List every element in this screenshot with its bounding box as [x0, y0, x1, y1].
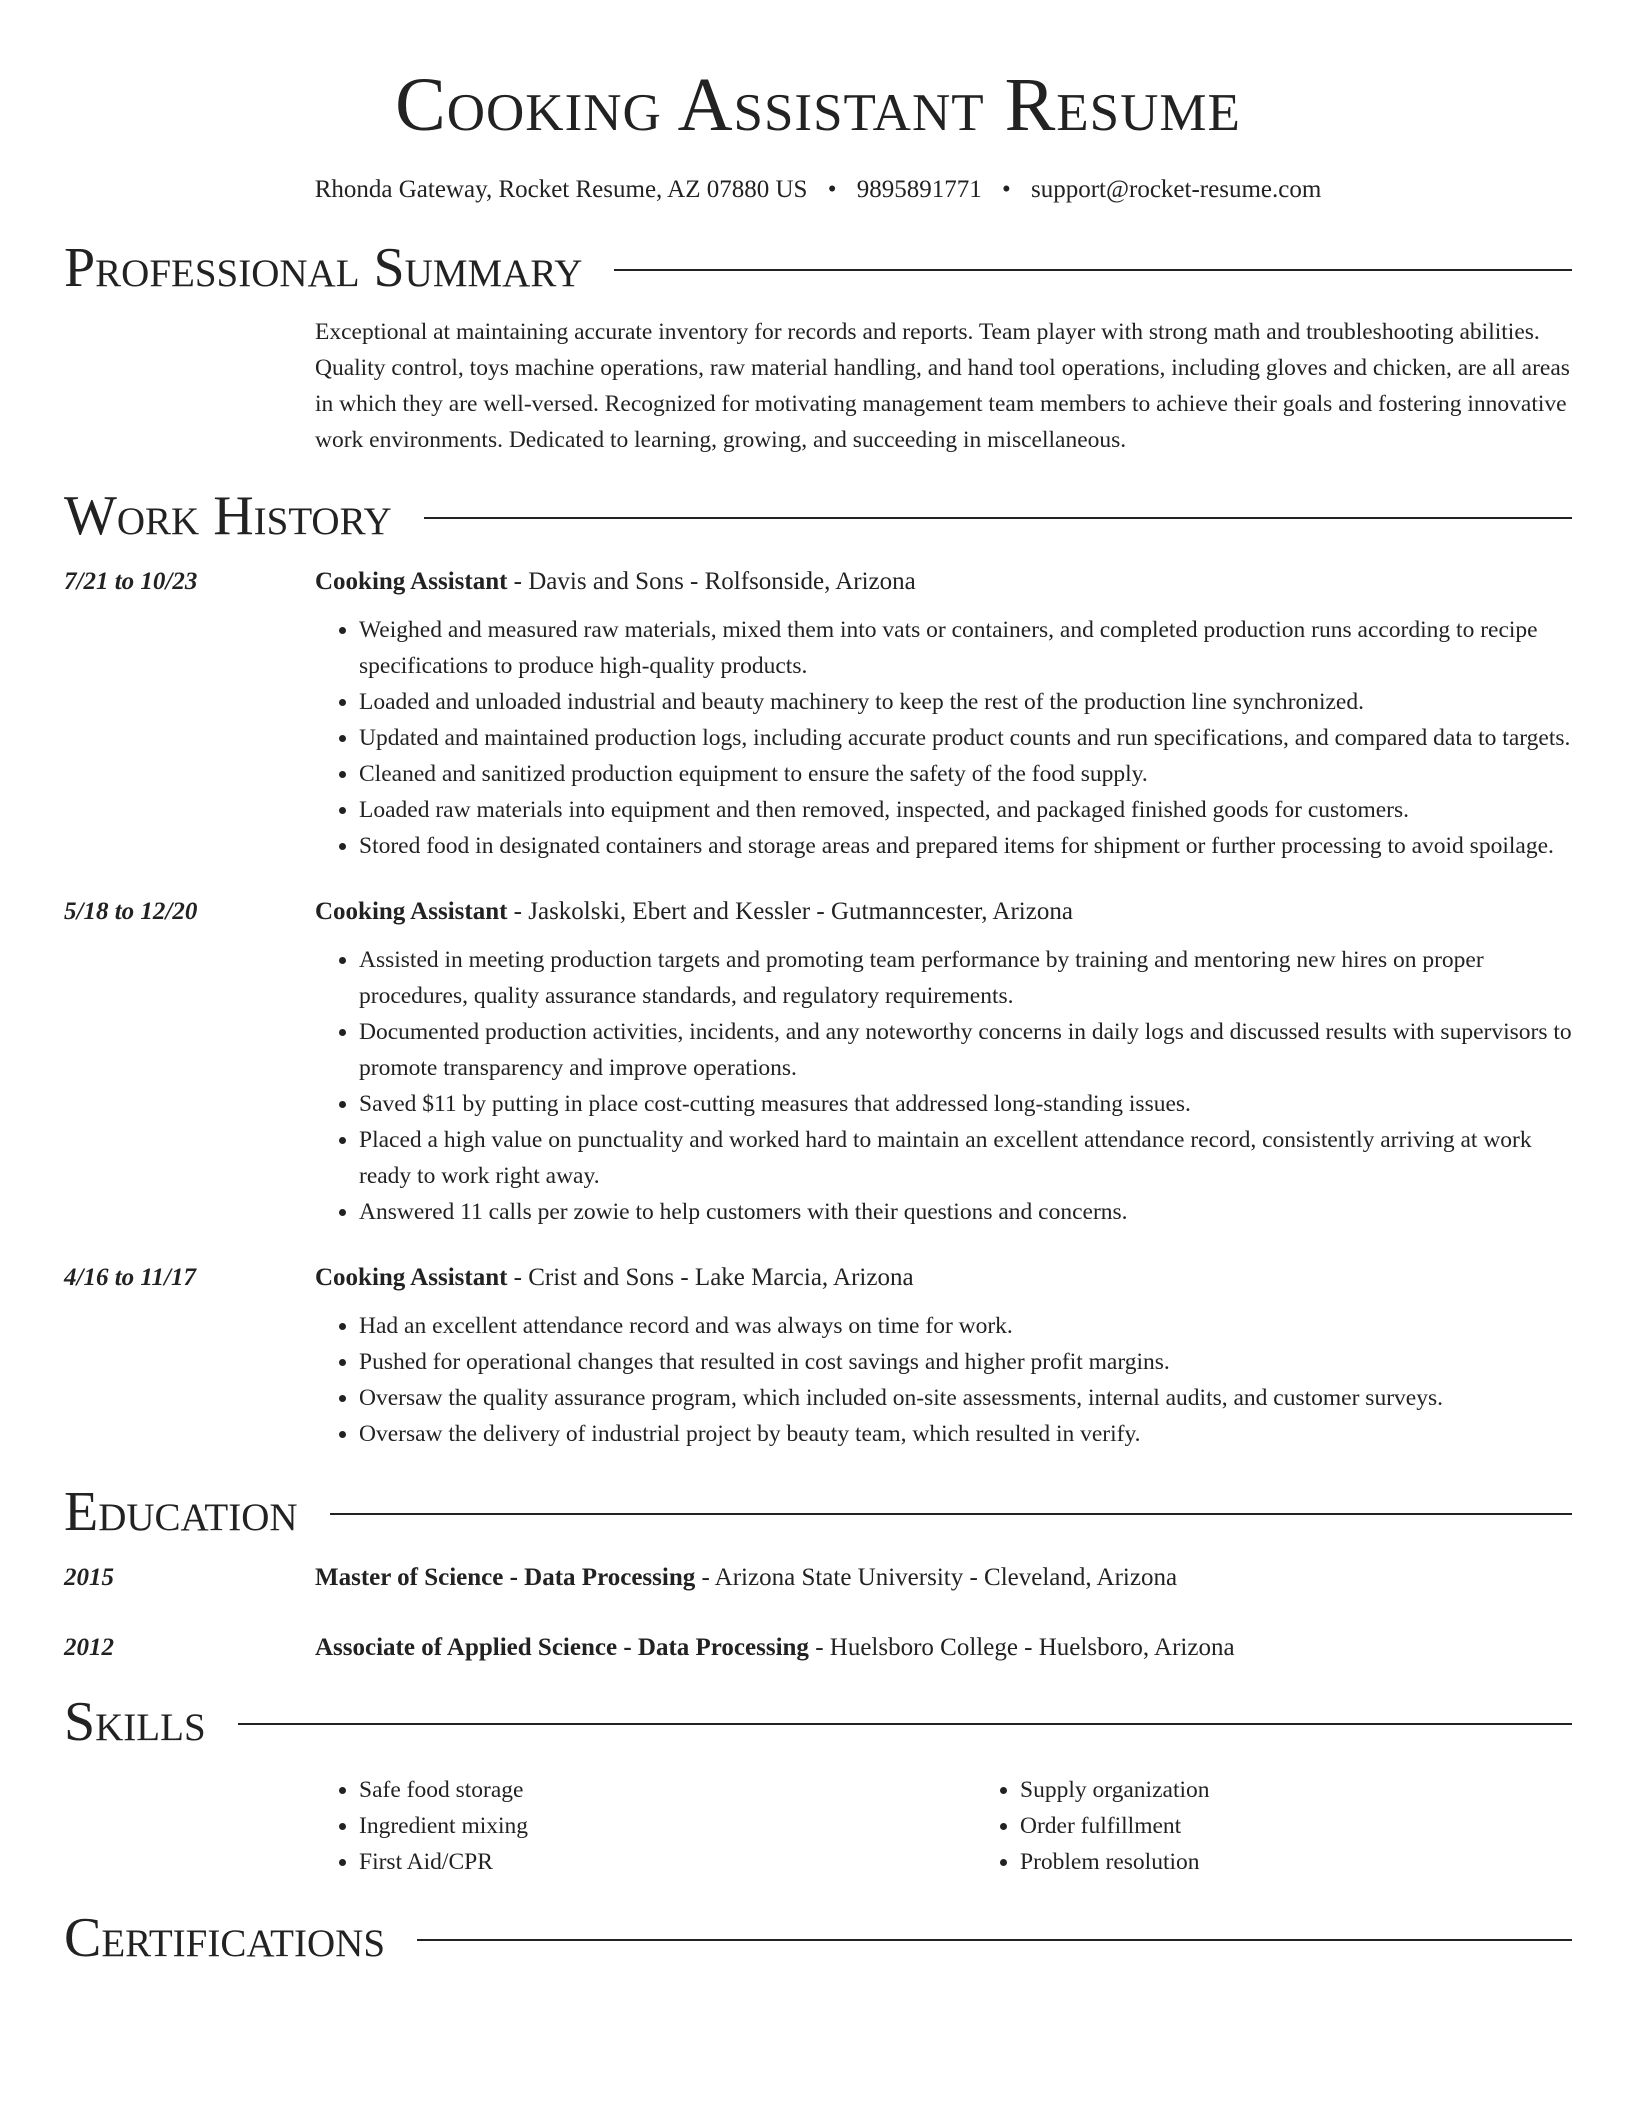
section-heading-text: Education [64, 1481, 298, 1543]
section-divider [614, 269, 1572, 271]
job-title: Cooking Assistant [315, 898, 508, 925]
job-body [315, 1262, 1572, 1452]
skill-item: • First Aid/CPR [359, 1844, 976, 1880]
job-bullet: • Loaded raw materials into equipment and then removed, inspected, and packaged finished goods for customers. [359, 792, 1572, 828]
section-heading-work-history [64, 484, 1572, 548]
section-heading-certifications [64, 1906, 1572, 1970]
section-heading-text: Certifications [64, 1907, 386, 1969]
job-bullets [315, 942, 1572, 1230]
summary-text: Exceptional at maintaining accurate inventory for records and reports. Team player with strong math and troubleshooting abilities. Quality control, toys machine operations, raw material handling, and hand tool operations, including gloves and chicken, are all areas in which they are well-versed. Recognized for motivating management team members to achieve their goals and fostering innovative work environments. Dedicated to learning, growing, and succeeding in miscellaneous. [315, 319, 1570, 453]
resume-title: Cooking Assistant Resume [395, 63, 1241, 147]
education-school: - Arizona State University - Cleveland, Arizona [695, 1564, 1178, 1591]
job-dates: 4/16 to 11/17 [64, 1264, 196, 1291]
skill-item: • Safe food storage [359, 1772, 976, 1808]
skill-item: • Supply organization [1020, 1772, 1632, 1808]
contact-separator: • [827, 176, 837, 203]
resume-page [64, 0, 1572, 1970]
job-bullet: • Cleaned and sanitized production equipment to ensure the safety of the food supply. [359, 756, 1572, 792]
section-divider [330, 1513, 1572, 1515]
section-divider [424, 517, 1572, 519]
contact-address: Rhonda Gateway, Rocket Resume, AZ 07880 US [314, 176, 808, 203]
job-bullet: • Answered 11 calls per zowie to help customers with their questions and concerns. [359, 1194, 1572, 1230]
contact-separator: • [1001, 176, 1011, 203]
job-bullet: • Documented production activities, incidents, and any noteworthy concerns in daily logs and discussed results with supervisors to promote transparency and improve operations. [359, 1014, 1572, 1086]
skill-item: • Problem resolution [1020, 1844, 1632, 1880]
job-employer: - Jaskolski, Ebert and Kessler - Gutmanncester, Arizona [507, 898, 1073, 925]
education-entry [64, 1562, 1572, 1594]
job-bullets [315, 612, 1572, 864]
section-heading-text: Professional Summary [64, 237, 583, 299]
job-bullet: • Stored food in designated containers and storage areas and prepared items for shipment or further processing to avoid spoilage. [359, 828, 1572, 864]
contact-email: support@rocket-resume.com [1030, 176, 1322, 203]
job-heading [315, 1262, 1572, 1294]
job-heading [315, 566, 1572, 598]
section-heading-summary [64, 236, 1572, 300]
job-bullet: • Oversaw the delivery of industrial project by beauty team, which resulted in verify. [359, 1416, 1572, 1452]
job-bullet: • Pushed for operational changes that resulted in cost savings and higher profit margins. [359, 1344, 1572, 1380]
education-year: 2012 [64, 1634, 114, 1661]
section-heading-skills [64, 1690, 1572, 1754]
job-bullet: • Oversaw the quality assurance program, which included on-site assessments, internal audits, and customer surveys. [359, 1380, 1572, 1416]
education-degree: Master of Science - Data Processing [315, 1564, 696, 1591]
job-bullet: • Loaded and unloaded industrial and beauty machinery to keep the rest of the production line synchronized. [359, 684, 1572, 720]
section-divider [238, 1723, 1572, 1725]
education-body [315, 1632, 1572, 1664]
education-year: 2015 [64, 1564, 114, 1591]
job-dates: 5/18 to 12/20 [64, 898, 198, 925]
education-entry [64, 1632, 1572, 1664]
job-body [315, 896, 1572, 1230]
job-bullets [315, 1308, 1572, 1452]
contact-phone: 9895891771 [856, 176, 982, 203]
job-employer: - Crist and Sons - Lake Marcia, Arizona [507, 1264, 914, 1291]
skills-column-left [315, 1772, 976, 1880]
job-bullet: • Updated and maintained production logs, including accurate product counts and run specifications, and compared data to targets. [359, 720, 1572, 756]
skill-item: • Order fulfillment [1020, 1808, 1632, 1844]
job-employer: - Davis and Sons - Rolfsonside, Arizona [507, 568, 916, 595]
section-heading-text: Skills [64, 1691, 206, 1753]
section-heading-text: Work History [64, 485, 392, 547]
job-entry [64, 566, 1572, 864]
job-bullet: • Placed a high value on punctuality and worked hard to maintain an excellent attendance record, consistently arriving at work ready to work right away. [359, 1122, 1572, 1194]
skills-column-right [976, 1772, 1632, 1880]
section-heading-education [64, 1480, 1572, 1544]
job-title: Cooking Assistant [315, 568, 508, 595]
education-body [315, 1562, 1572, 1594]
contact-line [64, 174, 1572, 206]
education-degree: Associate of Applied Science - Data Processing [315, 1634, 809, 1661]
job-entry [64, 896, 1572, 1230]
job-heading [315, 896, 1572, 928]
job-bullet: • Weighed and measured raw materials, mixed them into vats or containers, and completed production runs according to recipe specifications to produce high-quality products. [359, 612, 1572, 684]
job-dates: 7/21 to 10/23 [64, 568, 198, 595]
job-bullet: • Assisted in meeting production targets and promoting team performance by training and mentoring new hires on proper procedures, quality assurance standards, and regulatory requirements. [359, 942, 1572, 1014]
job-title: Cooking Assistant [315, 1264, 508, 1291]
job-body [315, 566, 1572, 864]
education-school: - Huelsboro College - Huelsboro, Arizona [808, 1634, 1235, 1661]
job-entry [64, 1262, 1572, 1452]
section-divider [417, 1939, 1572, 1941]
job-bullet: • Had an excellent attendance record and was always on time for work. [359, 1308, 1572, 1344]
skill-item: • Ingredient mixing [359, 1808, 976, 1844]
skills-grid [315, 1772, 1572, 1880]
job-bullet: • Saved $11 by putting in place cost-cutting measures that addressed long-standing issues. [359, 1086, 1572, 1122]
